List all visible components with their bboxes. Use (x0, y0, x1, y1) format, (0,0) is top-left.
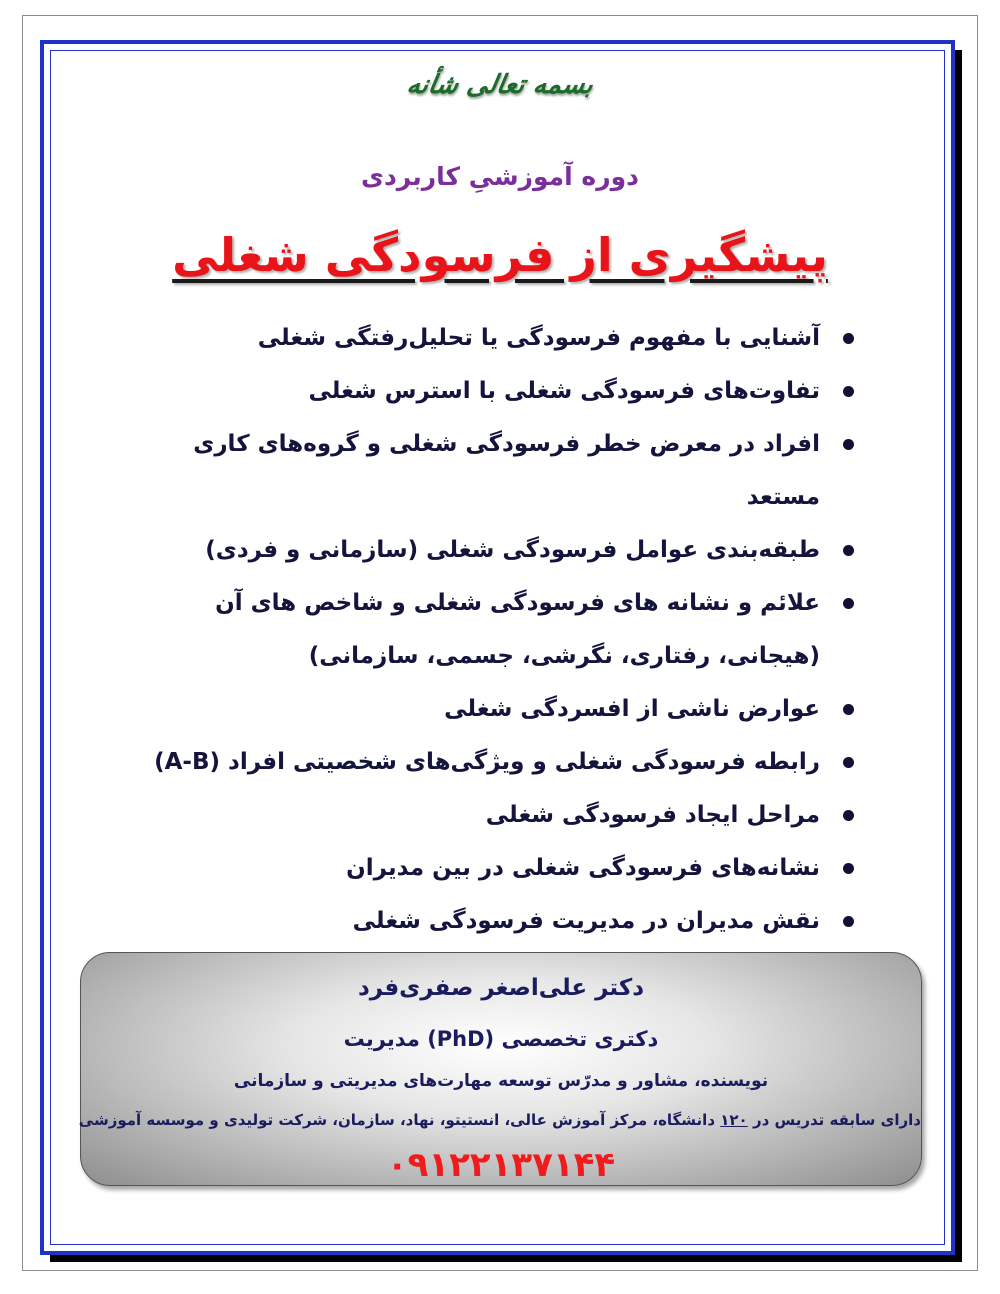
topic-item (130, 789, 860, 842)
topic-text: علائم و نشانه های فرسودگی شغلی و شاخص های آن (هیجانی، رفتاری، نگرشی، جسمی، سازمانی) (215, 590, 820, 669)
instructor-box (80, 952, 922, 1186)
topic-item (130, 418, 860, 524)
experience-suffix: دانشگاه، مرکز آموزش عالی، انستیتو، نهاد، سازمان، شرکت تولیدی و موسسه آموزشی (78, 1111, 716, 1129)
topic-latin-label: (A-B) (154, 749, 221, 775)
topic-item (130, 365, 860, 418)
basmala: بسمه تعالی شأنه (404, 70, 596, 100)
topic-text: طبقه‌بندی عوامل فرسودگی شغلی (سازمانی و فردی) (205, 537, 820, 563)
topics-list (130, 312, 860, 1001)
phone-number: ۰۹۱۲۲۱۳۷۱۴۴ (386, 1145, 616, 1185)
instructor-name: دکتر علی‌اصغر صفری‌فرد (358, 975, 644, 1001)
topic-text: نشانه‌های فرسودگی شغلی در بین مدیران (346, 855, 820, 881)
topic-text: مراحل ایجاد فرسودگی شغلی (485, 802, 820, 828)
topic-item (130, 577, 860, 683)
course-title: پیشگیری از فرسودگی شغلی (172, 228, 828, 282)
instructor-degree (81, 1027, 921, 1051)
topic-text: رابطه فرسودگی شغلی و ویژگی‌های شخصیتی افراد (228, 749, 820, 775)
topic-item (130, 312, 860, 365)
instructor-role: نویسنده، مشاور و مدرّس توسعه مهارت‌های مدیریتی و سازمانی (233, 1071, 769, 1091)
degree-prefix: دکتری تخصصی (501, 1027, 659, 1051)
topic-text: عوارض ناشی از افسردگی شغلی (444, 696, 820, 722)
topic-text: افراد در معرض خطر فرسودگی شغلی و گروه‌های کاری مستعد (193, 431, 820, 510)
experience-prefix: دارای سابقه تدریس در (752, 1111, 921, 1129)
topic-text: نقش مدیران در مدیریت فرسودگی شغلی (352, 908, 820, 934)
topic-text: آشنایی با مفهوم فرسودگی یا تحلیل‌رفتگی شغلی (257, 325, 820, 351)
experience-number: ۱۲۰ (720, 1111, 748, 1129)
degree-suffix: مدیریت (343, 1027, 420, 1051)
topic-text: تفاوت‌های فرسودگی شغلی با استرس شغلی (308, 378, 820, 404)
topic-item (130, 683, 860, 736)
frame-shadow-bottom (50, 1255, 962, 1262)
degree-latin: (PhD) (427, 1027, 495, 1051)
topic-item (130, 524, 860, 577)
topic-item (130, 736, 860, 789)
course-subtitle: دوره آموزشیِ کاربردی (361, 162, 639, 191)
instructor-experience (78, 1111, 921, 1129)
topic-item (130, 842, 860, 895)
topic-item (130, 895, 860, 948)
